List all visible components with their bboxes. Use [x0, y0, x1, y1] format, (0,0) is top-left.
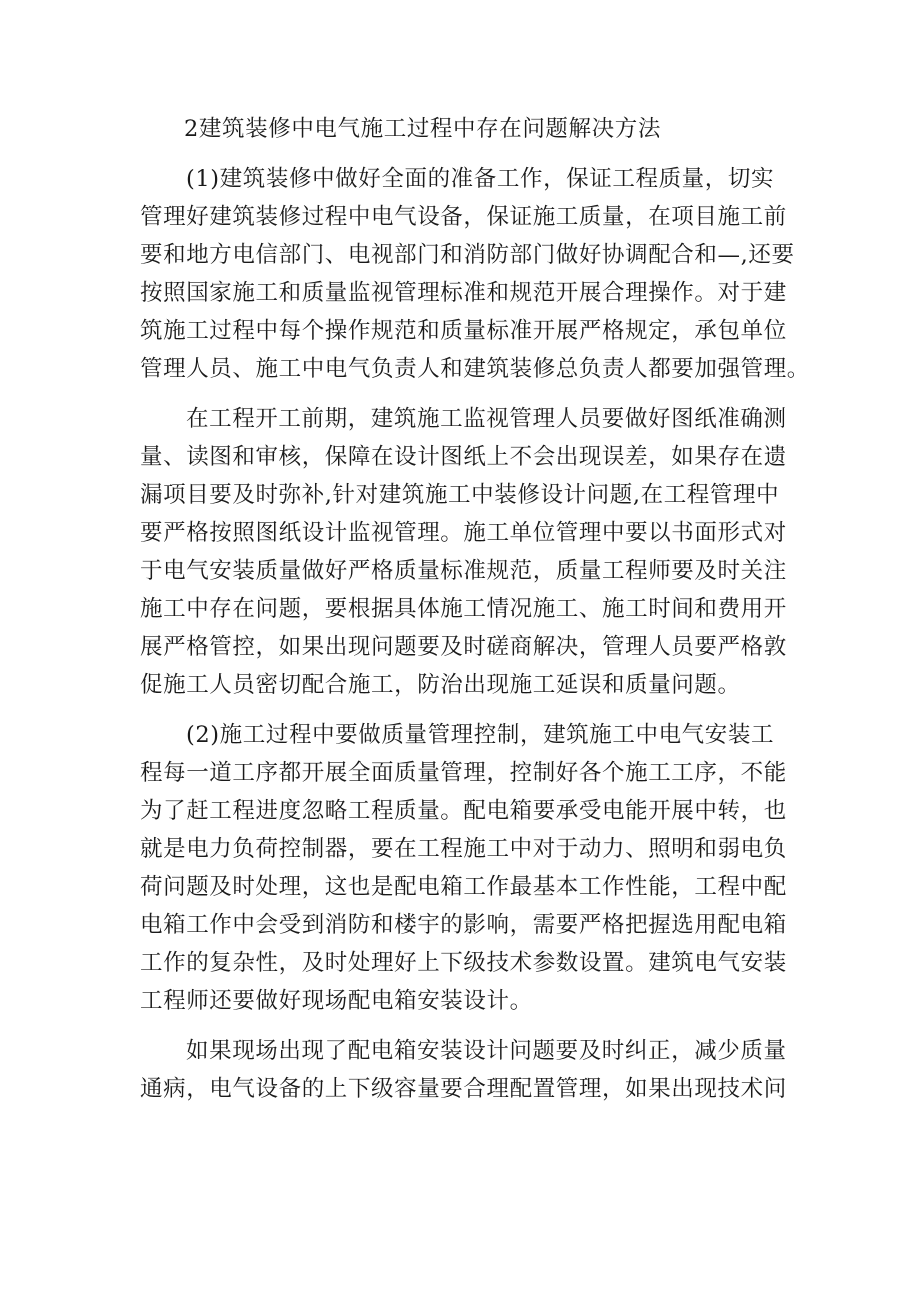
paragraph-line: 筑施工过程中每个操作规范和质量标准开展严格规定，承包单位	[140, 318, 787, 344]
paragraph-2	[140, 400, 800, 704]
paragraph-line: 量、读图和审核，保障在设计图纸上不会出现误差，如果存在遗	[140, 444, 787, 470]
paragraph-line: 如果现场出现了配电箱安装设计问题要及时纠正，减少质量	[186, 1038, 787, 1064]
section-heading: 2建筑装修中电气施工过程中存在问题解决方法	[184, 116, 661, 142]
paragraph-line: 荷问题及时处理，这也是配电箱工作最基本工作性能，工程中配	[140, 874, 787, 900]
paragraph-line: 促施工人员密切配合施工，防治出现施工延误和质量问题。	[140, 672, 741, 698]
paragraph-line: 工作的复杂性，及时处理好上下级技术参数设置。建筑电气安装	[140, 950, 787, 976]
paragraph-line: 就是电力负荷控制器，要在工程施工中对于动力、照明和弱电负	[140, 836, 787, 862]
document-body	[140, 110, 810, 1120]
paragraph-line: 展严格管控，如果出现问题要及时磋商解决，管理人员要严格敦	[140, 634, 787, 660]
paragraph-line: 要严格按照图纸设计监视管理。施工单位管理中要以书面形式对	[140, 520, 787, 546]
paragraph-line: 要和地方电信部门、电视部门和消防部门做好协调配合和—,还要	[140, 242, 795, 268]
paragraph-line: 程每一道工序都开展全面质量管理，控制好各个施工工序，不能	[140, 760, 787, 786]
paragraph-line: 按照国家施工和质量监视管理标准和规范开展合理操作。对于建	[140, 280, 787, 306]
paragraph-line: (1)建筑装修中做好全面的准备工作，保证工程质量，切实	[186, 166, 775, 192]
paragraph-line: 在工程开工前期，建筑施工监视管理人员要做好图纸准确测	[186, 406, 787, 432]
paragraph-3	[140, 716, 800, 1020]
paragraph-line: 管理好建筑装修过程中电气设备，保证施工质量，在项目施工前	[140, 204, 787, 230]
paragraph-4	[140, 1032, 800, 1108]
paragraph-line: 于电气安装质量做好严格质量标准规范，质量工程师要及时关注	[140, 558, 787, 584]
paragraph-1	[140, 160, 810, 388]
paragraph-line: 为了赶工程进度忽略工程质量。配电箱要承受电能开展中转，也	[140, 798, 787, 824]
paragraph-line: 施工中存在问题，要根据具体施工情况施工、施工时间和费用开	[140, 596, 787, 622]
paragraph-line: (2)施工过程中要做质量管理控制，建筑施工中电气安装工	[186, 722, 775, 748]
paragraph-line: 电箱工作中会受到消防和楼宇的影响，需要严格把握选用配电箱	[140, 912, 787, 938]
paragraph-line: 通病，电气设备的上下级容量要合理配置管理，如果出现技术问	[140, 1076, 787, 1102]
paragraph-line: 漏项目要及时弥补,针对建筑施工中装修设计问题,在工程管理中	[140, 482, 780, 508]
paragraph-line: 工程师还要做好现场配电箱安装设计。	[140, 988, 533, 1014]
paragraph-line: 管理人员、施工中电气负责人和建筑装修总负责人都要加强管理。	[140, 356, 810, 382]
